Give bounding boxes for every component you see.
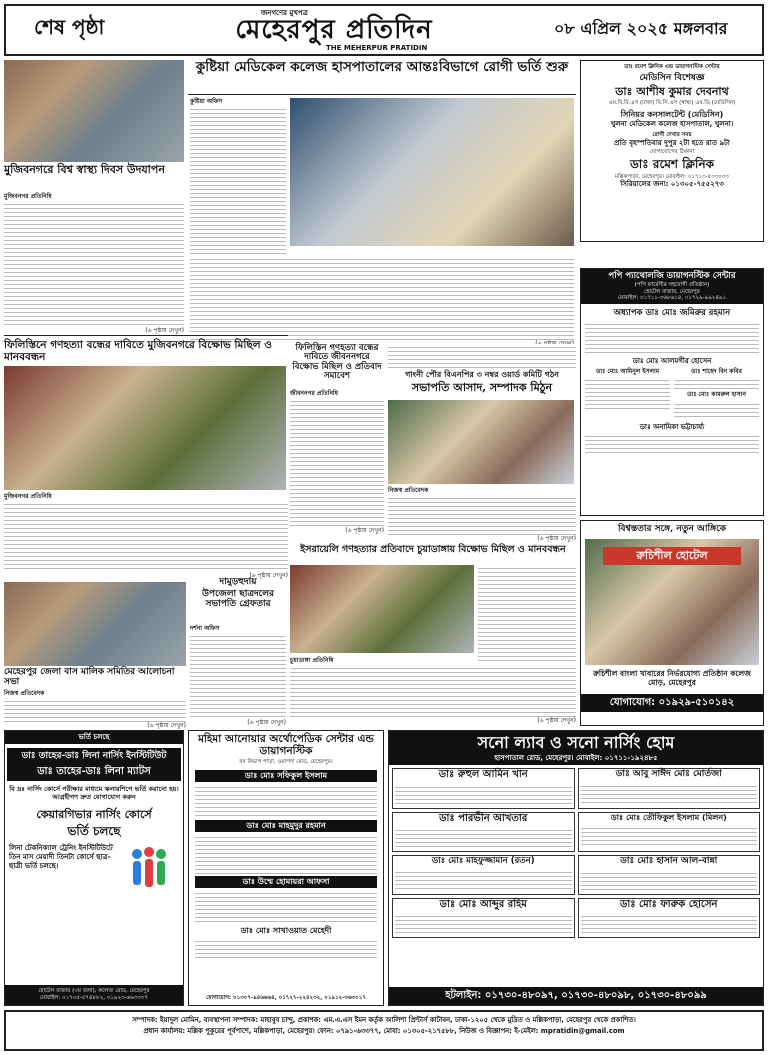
palestine-rally-photo — [4, 366, 286, 490]
byline: মুজিবনগর প্রতিনিধি — [4, 193, 52, 200]
ortho-doctor: ডাঃ মোঃ সাখাওয়াত মেহেদী — [240, 925, 332, 935]
article-body — [388, 495, 576, 535]
restaurant-photo: রুচিশীল হোটেল — [585, 539, 759, 665]
kicker-damurhuda: দামুড়হুদায় — [219, 577, 257, 587]
ad-sono-lab: সনো ল্যাব ও সনো নার্সিং হোম হাসপাতাল রোড, মেহেরপুর। মোবাইল: ০১৭১১-১৯২৪৮৫ ডাঃ রুহুল আমিন খান ডাঃ আবু সাঈদ মোঃ মোর্তজা ডাঃ পারভীন আখতার ডাঃ মোঃ তৌফিকুল ইসলাম (মিলন) ডাঃ মোঃ মাহফুজ্জামান (রতন) ডাঃ মোঃ হাসান আল-বান্না ডাঃ মোঃ আব্দুর রহিম ডাঃ মোঃ ফারুক হোসেন হটলাইন: ০১৭৩০-৪৮০৯৭, ০১৭৩০-৪৮০৯৮, ০১৭৩০-৪৮০৯৯ — [388, 730, 764, 1006]
continued-note: (৬ পৃষ্ঠায় দেখুন) — [537, 535, 576, 542]
sono-doctor: ডাঃ রুহুল আমিন খান — [438, 769, 528, 781]
ad-medicine-specialist: ডাঃ রমেশ ক্লিনিক এন্ড ডায়াগনস্টিক সেন্টার মেডিসিন বিশেষজ্ঞ ডাঃ আশীষ কুমার দেবনাথ এম.বি.বি.এস (ঢাকা) বি.সি.এস (স্বাস্থ্য) এম.ডি (মেডিসিন) সিনিয়র কনসালটেন্ট (মেডিসিন) খুলনা মেডিকেল কলেজ হাসপাতাল, খুলনা। রোগী দেখার সময় প্রতি বৃহস্পতিবার দুপুর ২টা হতে রাত ৯টা যোগাযোগের ঠিকানা ডাঃ রমেশ ক্লিনিক মল্লিকপাড়া, মেহেরপুর। মোবাইল: ০১৭১৩-৫৩৩০৩৩ সিরিয়ালের জন্য: ০১৩০৫-৭৫৫২৭৩ — [580, 60, 764, 242]
sono-doctor: ডাঃ আবু সাঈদ মোঃ মোর্তজা — [615, 769, 722, 780]
pathology-doctor: ডাঃ মোঃ কামরুল হাসান — [687, 391, 746, 399]
byline: নিজস্ব প্রতিবেদক — [388, 487, 429, 494]
sono-doctor: ডাঃ মোঃ হাসান আল-বান্না — [620, 856, 718, 867]
subheadline-gangni: সভাপতি আসাদ, সম্পাদক মিঠুন — [411, 381, 553, 394]
sono-doctor: ডাঃ মোঃ মাহফুজ্জামান (রতন) — [431, 856, 535, 867]
kushtia-meeting-photo — [290, 98, 574, 246]
article-body — [190, 106, 286, 254]
article-body — [290, 398, 384, 526]
people-logo-icon — [125, 844, 175, 894]
ad-ortho-center: মহিমা আনোয়ার অর্থোপেডিক সেন্টার এন্ড ডায়াগনস্টিক বন বিভাগ পাড়া, ওয়াপদা মোড়, মেহেরপুর। ডাঃ মোঃ সফিকুল ইসলাম ডাঃ মোঃ মাহমুদুর রহমান ডাঃ উম্মে হোমায়রা আফসা ডাঃ মোঃ সাখাওয়াত মেহেদী যোগাযোগ: ০১৩০৭-৯৪৬৬৬৪, ০১৭২৭-২২৪২৩২, ০১৯১২-৩৬৩০১৭ — [188, 730, 384, 1006]
byline: নিজস্ব প্রতিবেদক — [4, 690, 45, 697]
headline-jibannagar: ফিলিস্তিন গণহত্যা বন্ধের দাবিতে জীবননগরে বিক্ষোভ মিছিল ও প্রতিবাদ সমাবেশ — [292, 343, 382, 382]
headline-bus-owners: মেহেরপুর জেলা বাস মালিক সমিতির আলোচনা সভা — [4, 667, 175, 687]
ortho-doctor: ডাঃ মোঃ সফিকুল ইসলাম — [195, 770, 377, 782]
continued-note: (৬ পৃষ্ঠায় দেখুন) — [147, 722, 186, 729]
ad-restaurant: বিশ্বস্ততার সঙ্গে, নতুন আঙ্গিকে রুচিশীল হোটেল রুচিশীল বাংলা খাবারের নির্ভরযোগ্য প্রতিষ্ঠান কলেজ মোড়, মেহেরপুর যোগাযোগ: ০১৯২৯-৫১০১৪২ — [580, 520, 764, 726]
bus-owners-meeting-photo — [4, 582, 186, 666]
headline-kushtia: কুষ্টিয়া মেডিকেল কলেজ হাসপাতালের আন্তঃবিভাগে রোগী ভর্তি শুরু — [195, 59, 569, 75]
article-body — [190, 256, 574, 340]
byline: জীবননগর প্রতিনিধি — [290, 390, 338, 397]
pathology-doctor: ডাঃ মোঃ আলমগীর হোসেন — [632, 356, 712, 365]
article-body — [478, 565, 576, 661]
sono-doctor: ডাঃ পারভীন আখতার — [439, 812, 528, 824]
article-body — [290, 665, 576, 717]
article-body — [190, 633, 286, 719]
pathology-doctor: ডাঃ অনামিকা ভট্টাচার্য্য — [639, 422, 705, 431]
chuadanga-rally-photo — [290, 565, 474, 653]
byline: মুজিবনগর প্রতিনিধি — [4, 493, 52, 500]
continued-note: (৬ পৃষ্ঠায় দেখুন) — [247, 719, 286, 726]
masthead-tagline: জনগণের মুখপত্র — [261, 9, 308, 17]
gangni-committee-photo — [388, 400, 574, 484]
institute-logo — [125, 844, 175, 894]
continued-note: (৬ পৃষ্ঠায় দেখুন) — [249, 572, 288, 579]
sono-doctor: ডাঃ মোঃ আব্দুর রহিম — [439, 898, 527, 910]
issue-date: ০৮ এপ্রিল ২০২৫ মঙ্গলবার — [554, 19, 728, 38]
masthead — [4, 4, 764, 56]
section-label: শেষ পৃষ্ঠা — [34, 15, 105, 39]
imprint-footer: সম্পাদক: ইয়াদুল মোমিন, ব্যবস্থাপনা সম্পাদক: মাহাবুব চান্দু, প্রকাশক: এম.এ.এস ইমন কর্তৃক আলিশা প্রিন্টার্স কাটাবন, ঢাকা-১২০৫ থেকে মুদ্রিত ও মল্লিকপাড়া, মেহেরপুর থেকে প্রকাশিত। প্রধান কার্যালয়: মল্লিক পুকুরের পূর্বপাশে, মল্লিকপাড়া, মেহেরপুর। ফোন: ০৭৯১-৬৩৩৭৭, মোবা: ০১৩০৫-২১৭৫৮৮, নিউজ ও বিজ্ঞাপন: ই-মেইল: mpratidin@gmail.com — [4, 1010, 764, 1051]
headline-health-day: মুজিবনগরে বিশ্ব স্বাস্থ্য দিবস উদযাপন — [4, 163, 165, 176]
ortho-doctor: ডাঃ উম্মে হোমায়রা আফসা — [195, 876, 377, 888]
byline: দর্শনা অফিস — [190, 625, 220, 632]
article-body — [4, 501, 288, 571]
pathology-doctor: অধ্যাপক ডাঃ মোঃ জমিরুর রহমান — [613, 308, 731, 319]
ad-nursing-institute: ভর্তি চলছে ডাঃ তাহের-ডাঃ লিনা নার্সিং ইনস্টিটিউট ডাঃ তাহের-ডাঃ লিনা ম্যাটস বি দ্রঃ নার্সিং কোর্সে পরীক্ষার মাধ্যমে স্কলারশিপে ভর্তি করানো হয়। আগ্রহীগণ দ্রুত যোগাযোগ করুন কেয়ারগিভার নার্সিং কোর্সে ভর্তি চলছে লিনা টেকনিক্যাল ট্রেনিং ইনস্টিটিউটে তিন মাস মেয়াদী তিনটা কোর্সে ছাত্র-ছাত্রী ভর্তি চলছে। হোটেল বাজার (৩য় তলা), কলেজ রোড, মেহেরপুর মোবাইল: ০১৭০৫-৫৭৪৮৮২, ০১৯২৩-৬৬৩৩৩৭ — [4, 730, 184, 1006]
pathology-doctor: ডাঃ মোঃ আমিনুল ইসলাম — [595, 367, 660, 375]
byline: কুষ্টিয়া অফিস — [190, 98, 223, 105]
pathology-doctor: ডাঃ শাহেদ বিন কবির — [691, 367, 742, 375]
health-day-photo — [4, 60, 184, 162]
headline-gangni: গাংনী পৌর বিএনপির ৩ নম্বর ওয়ার্ড কমিটি গঠন — [405, 369, 559, 379]
newspaper-title: মেহেরপুর প্রতিদিন — [235, 15, 433, 45]
continued-note: (৬ পৃষ্ঠায় দেখুন) — [537, 717, 576, 724]
headline-chuadanga: ইসরায়েলি গণহত্যার প্রতিবাদে চুয়াডাঙ্গায় বিক্ষোভ মিছিল ও মানববন্ধন — [300, 544, 566, 555]
sono-doctor: ডাঃ মোঃ ফারুক হোসেন — [619, 898, 718, 910]
article-body — [388, 344, 576, 368]
newspaper-title-en: THE MEHERPUR PRATIDIN — [326, 44, 428, 52]
ad-pathology-center: পপি প্যাথোলজি ডায়াগনস্টিক সেন্টার (পপি ফার্মেসীর সহযোগী প্রতিষ্ঠান) হোটেল বাজার, মেহেরপুর মোবাইল: ০১৭১১-৩৬৮৬১৪, ০১৭২৯-৯৯২৪৯১ অধ্যাপক ডাঃ মোঃ জমিরুর রহমান ডাঃ মোঃ আলমগীর হোসেন ডাঃ মোঃ আমিনুল ইসলাম ডাঃ শাহেদ বিন কবির ডাঃ মোঃ কামরুল হাসান ডাঃ অনামিকা ভট্টাচার্য্য — [580, 268, 764, 516]
ortho-doctor: ডাঃ মোঃ মাহমুদুর রহমান — [195, 820, 377, 832]
continued-note: (৬ পৃষ্ঠায় দেখুন) — [345, 527, 384, 534]
continued-note: (৬ পৃষ্ঠায় দেখুন) — [145, 327, 184, 334]
article-body — [4, 698, 186, 722]
headline-chhatradal: উপজেলা ছাত্রদলের সভাপতি গ্রেফতার — [202, 589, 274, 609]
article-body — [4, 201, 184, 327]
byline: চুয়াডাঙ্গা প্রতিনিধি — [290, 657, 334, 664]
headline-palestine-mujibnagar: ফিলিস্তিনে গণহত্যা বন্ধের দাবিতে মুজিবনগরে বিক্ষোভ মিছিল ও মানববন্ধন — [4, 339, 272, 363]
sono-doctor: ডাঃ মোঃ তৌফিকুল ইসলাম (মিলন) — [610, 812, 727, 822]
